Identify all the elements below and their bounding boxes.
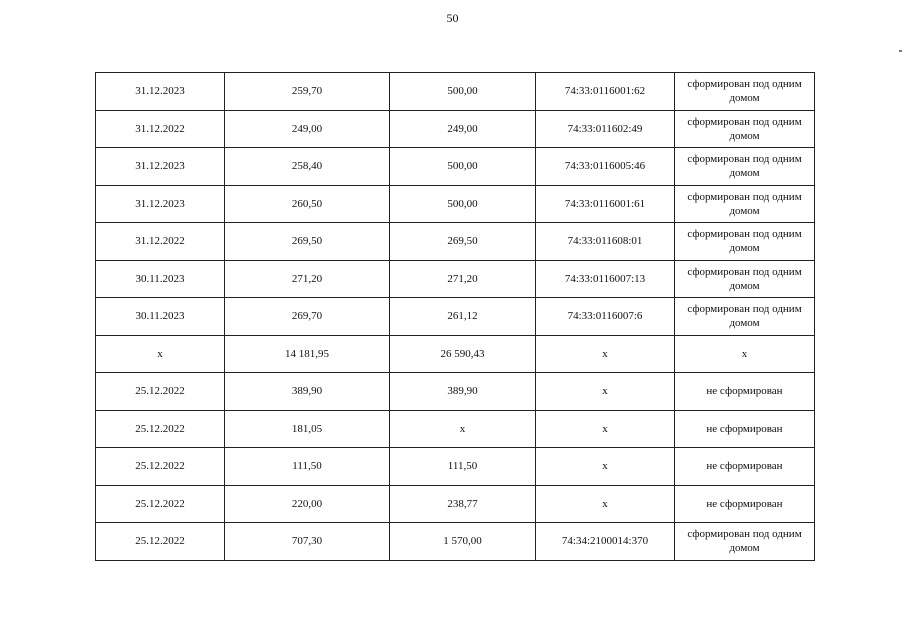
area-cell: 269,50 — [225, 223, 390, 261]
table-row — [96, 260, 815, 298]
status-cell: сформирован под одним домом — [675, 523, 815, 561]
data-table — [95, 72, 815, 561]
cadastral-number-cell: 74:33:0116007:13 — [536, 260, 675, 298]
cadastral-number-cell: х — [536, 410, 675, 448]
date-cell: 31.12.2023 — [96, 73, 225, 111]
date-cell: 31.12.2023 — [96, 148, 225, 186]
table-body — [96, 73, 815, 561]
value-cell: 389,90 — [390, 373, 536, 411]
table-row — [96, 298, 815, 336]
area-cell: 260,50 — [225, 185, 390, 223]
area-cell: 271,20 — [225, 260, 390, 298]
area-cell: 259,70 — [225, 73, 390, 111]
cadastral-number-cell: 74:33:011602:49 — [536, 110, 675, 148]
table-row — [96, 110, 815, 148]
cadastral-number-cell: 74:34:2100014:370 — [536, 523, 675, 561]
area-cell: 111,50 — [225, 448, 390, 486]
page-number: 50 — [446, 11, 459, 25]
date-cell: 30.11.2023 — [96, 260, 225, 298]
cadastral-number-cell: х — [536, 448, 675, 486]
value-cell: 111,50 — [390, 448, 536, 486]
table-row — [96, 335, 815, 373]
cadastral-number-cell: 74:33:011608:01 — [536, 223, 675, 261]
status-cell: сформирован под одним домом — [675, 110, 815, 148]
status-cell: не сформирован — [675, 373, 815, 411]
scan-edge-mark — [899, 50, 902, 52]
value-cell: 238,77 — [390, 485, 536, 523]
area-cell: 181,05 — [225, 410, 390, 448]
date-cell: 31.12.2023 — [96, 185, 225, 223]
status-cell: сформирован под одним домом — [675, 185, 815, 223]
status-cell: сформирован под одним домом — [675, 223, 815, 261]
status-cell: сформирован под одним домом — [675, 260, 815, 298]
date-cell: 25.12.2022 — [96, 410, 225, 448]
value-cell: 271,20 — [390, 260, 536, 298]
date-cell: х — [96, 335, 225, 373]
area-cell: 707,30 — [225, 523, 390, 561]
cadastral-number-cell: 74:33:0116001:61 — [536, 185, 675, 223]
date-cell: 25.12.2022 — [96, 523, 225, 561]
date-cell: 31.12.2022 — [96, 110, 225, 148]
value-cell: 500,00 — [390, 185, 536, 223]
area-cell: 249,00 — [225, 110, 390, 148]
table-row — [96, 373, 815, 411]
value-cell: 500,00 — [390, 73, 536, 111]
area-cell: 269,70 — [225, 298, 390, 336]
value-cell: 249,00 — [390, 110, 536, 148]
table-row — [96, 448, 815, 486]
cadastral-number-cell: х — [536, 335, 675, 373]
area-cell: 220,00 — [225, 485, 390, 523]
cadastral-number-cell: 74:33:0116005:46 — [536, 148, 675, 186]
status-cell: сформирован под одним домом — [675, 73, 815, 111]
status-cell: не сформирован — [675, 485, 815, 523]
table-row — [96, 523, 815, 561]
date-cell: 25.12.2022 — [96, 448, 225, 486]
table-row — [96, 485, 815, 523]
cadastral-number-cell: 74:33:0116001:62 — [536, 73, 675, 111]
status-cell: х — [675, 335, 815, 373]
area-cell: 258,40 — [225, 148, 390, 186]
status-cell: сформирован под одним домом — [675, 148, 815, 186]
area-cell: 389,90 — [225, 373, 390, 411]
table-row — [96, 410, 815, 448]
date-cell: 25.12.2022 — [96, 373, 225, 411]
date-cell: 30.11.2023 — [96, 298, 225, 336]
value-cell: 500,00 — [390, 148, 536, 186]
status-cell: не сформирован — [675, 448, 815, 486]
table-row — [96, 223, 815, 261]
area-cell: 14 181,95 — [225, 335, 390, 373]
cadastral-number-cell: х — [536, 485, 675, 523]
value-cell: 261,12 — [390, 298, 536, 336]
cadastral-number-cell: х — [536, 373, 675, 411]
status-cell: сформирован под одним домом — [675, 298, 815, 336]
value-cell: 269,50 — [390, 223, 536, 261]
cadastral-number-cell: 74:33:0116007:6 — [536, 298, 675, 336]
value-cell: 26 590,43 — [390, 335, 536, 373]
date-cell: 31.12.2022 — [96, 223, 225, 261]
table-row — [96, 73, 815, 111]
table-row — [96, 148, 815, 186]
date-cell: 25.12.2022 — [96, 485, 225, 523]
status-cell: не сформирован — [675, 410, 815, 448]
table-row — [96, 185, 815, 223]
value-cell: 1 570,00 — [390, 523, 536, 561]
value-cell: х — [390, 410, 536, 448]
